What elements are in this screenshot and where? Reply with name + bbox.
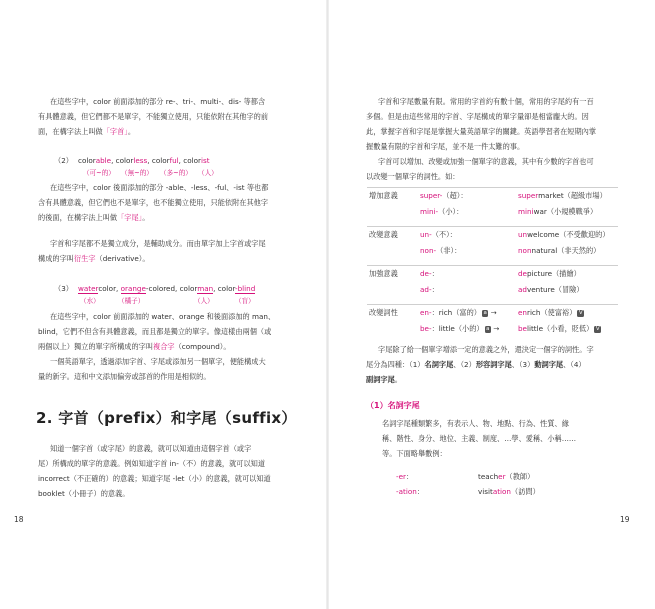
table-affix: en-：rich（富的） a →: [420, 308, 497, 317]
suffix-label: -er：: [396, 472, 414, 481]
r-paragraph-3-line-3: 副詞字尾。: [366, 375, 402, 384]
noun-suffix-subheading: （1）名詞字尾: [366, 401, 420, 410]
r-paragraph-4-line-1: 名詞字尾種類繁多，有表示人、物、地點、行為、性質、緣: [382, 419, 569, 428]
r-paragraph-1-line-1: 字首和字尾數量有限。常用的字首約有數十個，常用的字尾約有一百: [378, 97, 594, 106]
table-rule: [367, 265, 618, 266]
r-paragraph-4-line-2: 稱、階性、身分、地位、主義、制度、…學、愛稱、小稱……: [382, 434, 577, 443]
r-paragraph-1-line-4: 握數量有限的字首和字尾，並不是一件太難的事。: [366, 142, 525, 151]
left-page: [0, 0, 327, 609]
r-paragraph-1-line-2: 多個。但是由這些常用的字首、字尾構成的單字量卻是相當龐大的。因: [366, 112, 589, 121]
suffix-label: -ation：: [396, 487, 424, 496]
example-3-gloss-1: （水）: [80, 297, 100, 305]
paragraph-2-line-2: 含有具體意義，但它們也不是單字，也不能獨立使用，只能依附在其他字: [38, 198, 269, 207]
table-row-label: 改變詞性: [369, 308, 398, 317]
paragraph-6-line-2: 尾）所構成的單字的意義。例如知道字首 in-（不）的意義，就可以知道: [38, 459, 266, 468]
paragraph-1-line-3: 面，在構字法上叫做「字首」。: [38, 127, 136, 136]
paragraph-2-line-3: 的後面，在構字法上叫做「字尾」。: [38, 213, 150, 222]
table-example: nonnatural（非天然的）: [518, 246, 601, 255]
paragraph-6-line-3: incorrect（不正確的）的意義；知道字尾 -let（小）的意義，就可以知道: [38, 474, 271, 483]
example-3-gloss-3: （人）: [194, 297, 214, 305]
table-example: supermarket（超級市場）: [518, 191, 607, 200]
term-derivative: 衍生字: [73, 254, 96, 263]
table-rule: [367, 187, 618, 188]
suffix-word: teacher（教師）: [478, 472, 535, 481]
paragraph-1-line-2: 有具體意義，但它們都不是單字，不能獨立使用，只能依附在其他字的前: [38, 112, 269, 121]
table-example: miniwar（小規模戰爭）: [518, 207, 598, 216]
term-prefix: 「字首」: [102, 127, 128, 136]
paragraph-6-line-4: booklet（小冊子）的意義。: [38, 489, 130, 498]
r-paragraph-2-line-2: 以改變一個單字的詞性。如：: [366, 172, 460, 181]
page-number-left: 18: [14, 515, 24, 524]
adjective-badge: a: [486, 326, 490, 332]
example-3-gloss-4: （盲）: [235, 297, 255, 305]
page-number-right: 19: [620, 515, 630, 524]
section-heading: 2. 字首（prefix）和字尾（suffix）: [36, 409, 297, 427]
table-row-label: 改變意義: [369, 230, 398, 239]
table-affix: be-：little（小的） a →: [420, 324, 500, 333]
paragraph-5-line-2: 量的新字。這和中文添加偏旁或部首的作用是相似的。: [38, 372, 211, 381]
r-paragraph-3-line-1: 字尾除了給一個單字增添一定的意義之外，還決定一個字的詞性。字: [378, 345, 594, 354]
example-2-words: colorable, colorless, colorful, colorist: [78, 156, 210, 165]
paragraph-2-line-1: 在這些字中，color 後面添加的部分 -able、-less、-ful、-ist 等也都: [50, 183, 269, 192]
table-affix: mini-（小）：: [420, 207, 464, 216]
table-affix: ad-：: [420, 285, 439, 294]
paragraph-6-line-1: 知道一個字首（或字尾）的意義，就可以知道由這個字首（或字: [50, 444, 252, 453]
table-affix: de-：: [420, 269, 439, 278]
paragraph-3-line-2: 構成的字叫衍生字（derivative）。: [38, 254, 150, 263]
example-2-gloss-3: （多~的）: [160, 169, 192, 177]
paragraph-1-line-1: 在這些字中，color 前面添加的部分 re-、tri-、multi-、dis- 等都含: [50, 97, 266, 106]
table-affix: super-（超）：: [420, 191, 468, 200]
example-2-number: （2）: [54, 156, 73, 165]
term-suffix: 「字尾」: [117, 213, 143, 222]
table-example: unwelcome（不受歡迎的）: [518, 230, 610, 239]
verb-badge: V: [595, 326, 600, 332]
suffix-word: visitation（訪問）: [478, 487, 540, 496]
example-2-gloss-1: （可~的）: [83, 169, 115, 177]
r-paragraph-2-line-1: 字首可以增加、改變或加強一個單字的意義，其中有少數的字首也可: [378, 157, 594, 166]
table-row-label: 加強意義: [369, 269, 398, 278]
table-example: adventure（冒險）: [518, 285, 584, 294]
paragraph-3-line-1: 字首和字尾都不是獨立成分，是輔助成分。而由單字加上字首或字尾: [50, 239, 266, 248]
example-3-number: （3）: [54, 284, 73, 293]
table-example: depicture（描繪）: [518, 269, 581, 278]
paragraph-4-line-1: 在這些字中，color 前面添加的 water、orange 和後面添加的 man、: [50, 312, 276, 321]
example-3-words: watercolor, orange-colored, colorman, color-blind: [78, 284, 256, 293]
example-3-gloss-2: （橘子）: [118, 297, 145, 305]
paragraph-4-line-3: 兩個以上）獨立的單字所構成的字叫複合字（compound）。: [38, 342, 231, 351]
paragraph-4-line-2: blind，它們不但含有具體意義，而且都是獨立的單字。像這樣由兩個（或: [38, 327, 272, 336]
table-affix: non-（非）：: [420, 246, 462, 255]
example-2-gloss-4: （人）: [198, 169, 218, 177]
paragraph-5-line-1: 一個英語單字，透過添加字首、字尾或添加另一個單字，便能構成大: [50, 357, 266, 366]
r-paragraph-4-line-3: 等。下面略舉數例：: [382, 449, 447, 458]
r-paragraph-1-line-3: 此，掌握字首和字尾是掌握大量英語單字的關鍵。英語學習者在短期內掌: [366, 127, 597, 136]
table-example: enrich（使富裕） V: [518, 308, 583, 317]
table-affix: un-（不）：: [420, 230, 457, 239]
verb-badge: V: [578, 310, 583, 316]
table-rule: [367, 226, 618, 227]
example-2-gloss-2: （無~的）: [121, 169, 153, 177]
table-row-label: 增加意義: [369, 191, 398, 200]
table-example: belittle（小看，貶低） V: [518, 324, 600, 333]
adjective-badge: a: [483, 310, 487, 316]
term-compound: 複合字: [153, 342, 175, 351]
table-rule: [367, 304, 618, 305]
r-paragraph-3-line-2: 尾分為四種：（1）名詞字尾、（2）形容詞字尾、（3）動詞字尾、（4）: [366, 360, 586, 369]
